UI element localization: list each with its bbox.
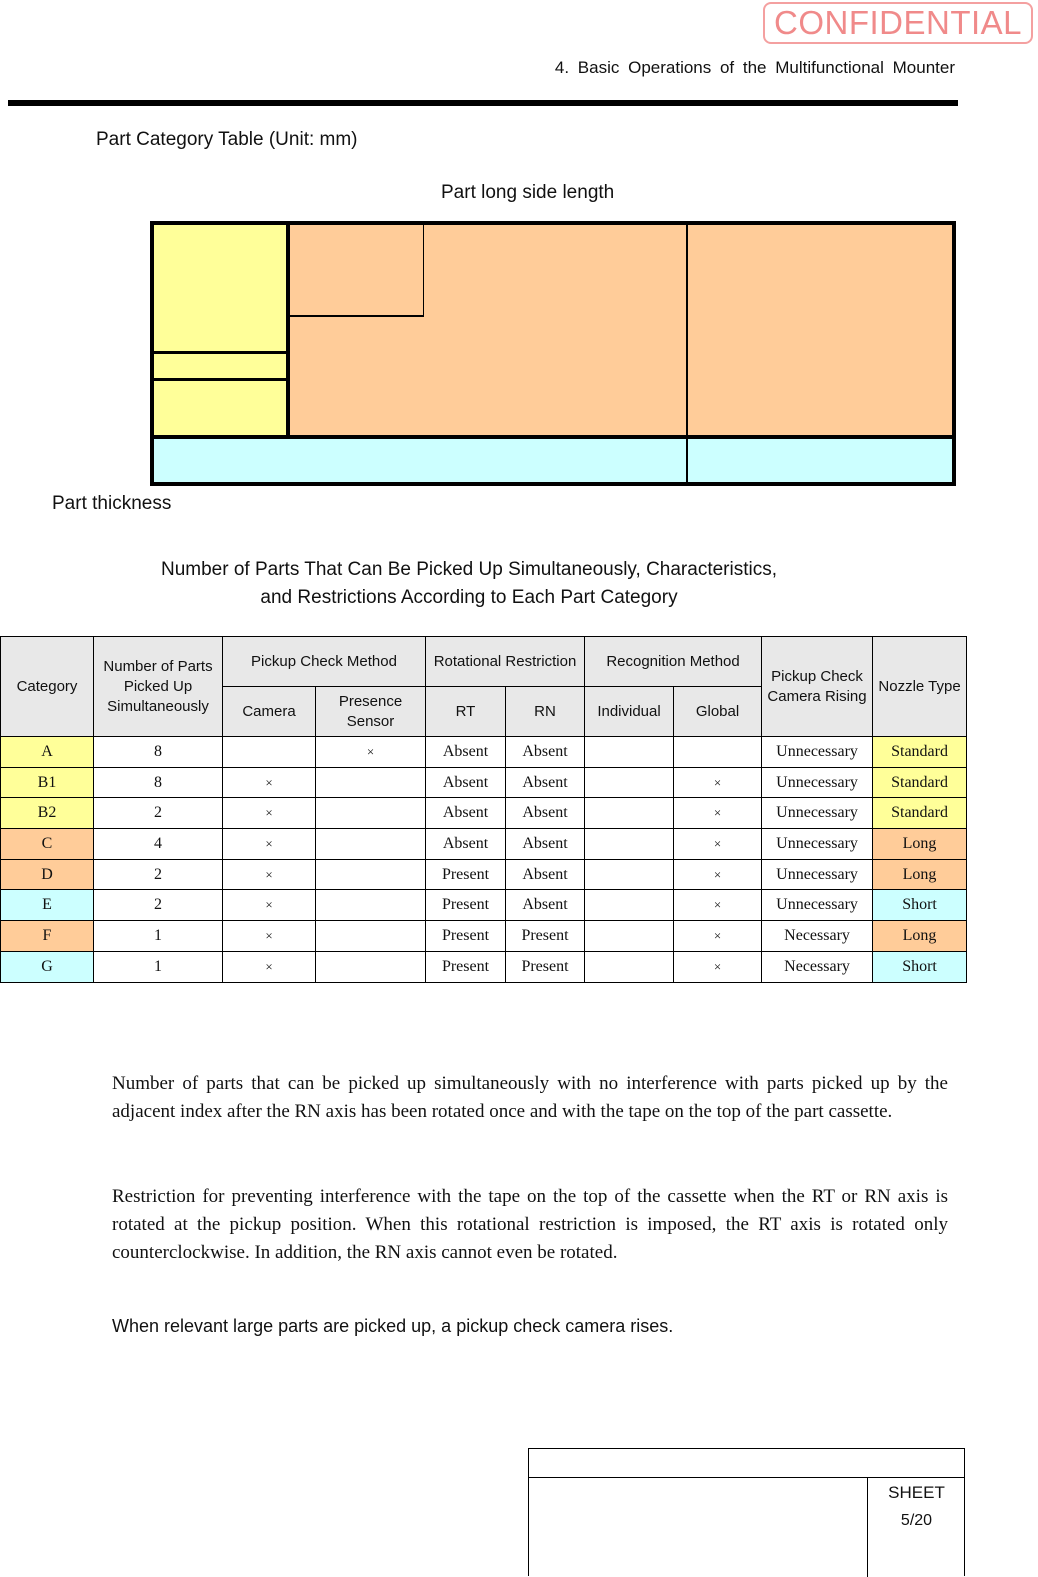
- header-presence: Presence Sensor: [316, 687, 426, 737]
- cell-rt: Absent: [426, 737, 506, 768]
- cell-cat: D: [1, 859, 94, 890]
- note-1: Number of parts that can be picked up simultaneously with no interference with parts picked up by the adjacent index after the RN axis has been rotated once and with the tape on the top of the part cassette.: [112, 1073, 948, 1122]
- y-axis-label: Part thickness: [52, 493, 172, 514]
- cell-glob: [674, 737, 762, 768]
- cell-rn: Present: [506, 951, 585, 982]
- cell-rt: Present: [426, 890, 506, 921]
- cell-nozzle: Standard: [873, 767, 967, 798]
- title-block: [528, 1448, 965, 1576]
- cell-glob: ×: [674, 798, 762, 829]
- cell-camera: ×: [223, 767, 316, 798]
- cell-rising: Necessary: [762, 951, 873, 982]
- cell-ind: [585, 951, 674, 982]
- cell-rt: Absent: [426, 767, 506, 798]
- note-3: When relevant large parts are picked up, a pickup check camera rises.: [112, 1316, 674, 1336]
- cell-cat: C: [1, 829, 94, 860]
- cell-rt: Present: [426, 951, 506, 982]
- caption-line: Number of Parts That Can Be Picked Up Simultaneously, Characteristics,: [161, 559, 777, 580]
- title-block-divider: [529, 1477, 965, 1478]
- cell-cat: B1: [1, 767, 94, 798]
- table-row: [1, 890, 967, 921]
- cell-glob: ×: [674, 890, 762, 921]
- cell-presence: [316, 798, 426, 829]
- cell-cat: B2: [1, 798, 94, 829]
- cell-glob: ×: [674, 951, 762, 982]
- region-divider: [686, 437, 688, 483]
- cell-ind: [585, 859, 674, 890]
- table-row: [1, 798, 967, 829]
- table-caption: [0, 556, 1038, 612]
- cell-rt: Present: [426, 921, 506, 952]
- cell-nozzle: Standard: [873, 737, 967, 768]
- cell-camera: ×: [223, 798, 316, 829]
- table-row: [1, 859, 967, 890]
- cell-rising: Unnecessary: [762, 767, 873, 798]
- cell-camera: ×: [223, 951, 316, 982]
- cell-cat: F: [1, 921, 94, 952]
- sheet-number: 5/20: [900, 1512, 933, 1529]
- cell-ind: [585, 798, 674, 829]
- cell-rn: Absent: [506, 859, 585, 890]
- cell-camera: ×: [223, 921, 316, 952]
- region-divider: [154, 351, 288, 354]
- cell-presence: [316, 951, 426, 982]
- section-header: 4. Basic Operations of the Multifunctional Mounter: [554, 58, 955, 77]
- x-axis-label: Part long side length: [441, 182, 615, 203]
- cell-rt: Absent: [426, 798, 506, 829]
- region-cyan: [154, 435, 952, 482]
- cell-ind: [585, 890, 674, 921]
- cell-nozzle: Long: [873, 829, 967, 860]
- region-small-orange: [290, 225, 424, 317]
- table-row: [1, 767, 967, 798]
- cell-nozzle: Long: [873, 921, 967, 952]
- cell-rn: Absent: [506, 767, 585, 798]
- cell-glob: ×: [674, 859, 762, 890]
- cell-presence: [316, 921, 426, 952]
- cell-rising: Unnecessary: [762, 890, 873, 921]
- header-rotational: Rotational Restriction: [426, 637, 585, 687]
- cell-cat: A: [1, 737, 94, 768]
- cell-num: 1: [94, 921, 223, 952]
- header-recognition: Recognition Method: [585, 637, 762, 687]
- header-category: Category: [1, 637, 94, 737]
- cell-num: 1: [94, 951, 223, 982]
- cell-camera: ×: [223, 890, 316, 921]
- cell-num: 8: [94, 737, 223, 768]
- table-row: [1, 737, 967, 768]
- region-yellow: [154, 225, 290, 435]
- cell-rn: Absent: [506, 829, 585, 860]
- cell-camera: ×: [223, 829, 316, 860]
- cell-rising: Unnecessary: [762, 829, 873, 860]
- cell-nozzle: Short: [873, 890, 967, 921]
- cell-num: 8: [94, 767, 223, 798]
- header-global: Global: [674, 687, 762, 737]
- cell-nozzle: Long: [873, 859, 967, 890]
- cell-glob: ×: [674, 921, 762, 952]
- cell-rising: Unnecessary: [762, 859, 873, 890]
- cell-ind: [585, 921, 674, 952]
- cell-num: 2: [94, 798, 223, 829]
- cell-nozzle: Short: [873, 951, 967, 982]
- confidential-stamp: CONFIDENTIAL: [763, 2, 1033, 44]
- cell-camera: [223, 737, 316, 768]
- cell-presence: ×: [316, 737, 426, 768]
- table-row: [1, 829, 967, 860]
- header-number: Number of Parts Picked Up Simultaneously: [94, 637, 223, 737]
- header-nozzle: Nozzle Type: [873, 637, 967, 737]
- header-individual: Individual: [585, 687, 674, 737]
- header-camera-rising: Pickup Check Camera Rising: [762, 637, 873, 737]
- cell-rt: Absent: [426, 829, 506, 860]
- sheet-label: SHEET: [888, 1483, 945, 1502]
- cell-presence: [316, 829, 426, 860]
- diagram-title: Part Category Table (Unit: mm): [96, 129, 358, 150]
- note-2: Restriction for preventing interference with the tape on the top of the cassette when the RT or RN axis is rotated at the pickup position. When this rotational restriction is imposed, the RT axis is rotated only counterclockwise. In addition, the RN axis cannot even be rotated.: [112, 1186, 948, 1263]
- cell-cat: G: [1, 951, 94, 982]
- cell-rising: Necessary: [762, 921, 873, 952]
- cell-cat: E: [1, 890, 94, 921]
- cell-camera: ×: [223, 859, 316, 890]
- cell-rn: Absent: [506, 798, 585, 829]
- cell-num: 2: [94, 890, 223, 921]
- cell-ind: [585, 767, 674, 798]
- region-divider: [154, 378, 288, 381]
- part-category-table: [0, 636, 967, 983]
- cell-num: 2: [94, 859, 223, 890]
- part-category-diagram: [150, 221, 956, 486]
- cell-presence: [316, 767, 426, 798]
- cell-ind: [585, 829, 674, 860]
- header-rt: RT: [426, 687, 506, 737]
- cell-rising: Unnecessary: [762, 737, 873, 768]
- header-camera: Camera: [223, 687, 316, 737]
- cell-presence: [316, 859, 426, 890]
- cell-presence: [316, 890, 426, 921]
- cell-ind: [585, 737, 674, 768]
- caption-line: and Restrictions According to Each Part Category: [260, 587, 678, 608]
- header-pickup-check: Pickup Check Method: [223, 637, 426, 687]
- cell-rising: Unnecessary: [762, 798, 873, 829]
- cell-rn: Present: [506, 921, 585, 952]
- cell-rt: Present: [426, 859, 506, 890]
- cell-num: 4: [94, 829, 223, 860]
- table-row: [1, 921, 967, 952]
- header-rn: RN: [506, 687, 585, 737]
- header-divider: [8, 100, 958, 106]
- cell-rn: Absent: [506, 737, 585, 768]
- cell-glob: ×: [674, 829, 762, 860]
- cell-nozzle: Standard: [873, 798, 967, 829]
- cell-glob: ×: [674, 767, 762, 798]
- table-row: [1, 951, 967, 982]
- cell-rn: Absent: [506, 890, 585, 921]
